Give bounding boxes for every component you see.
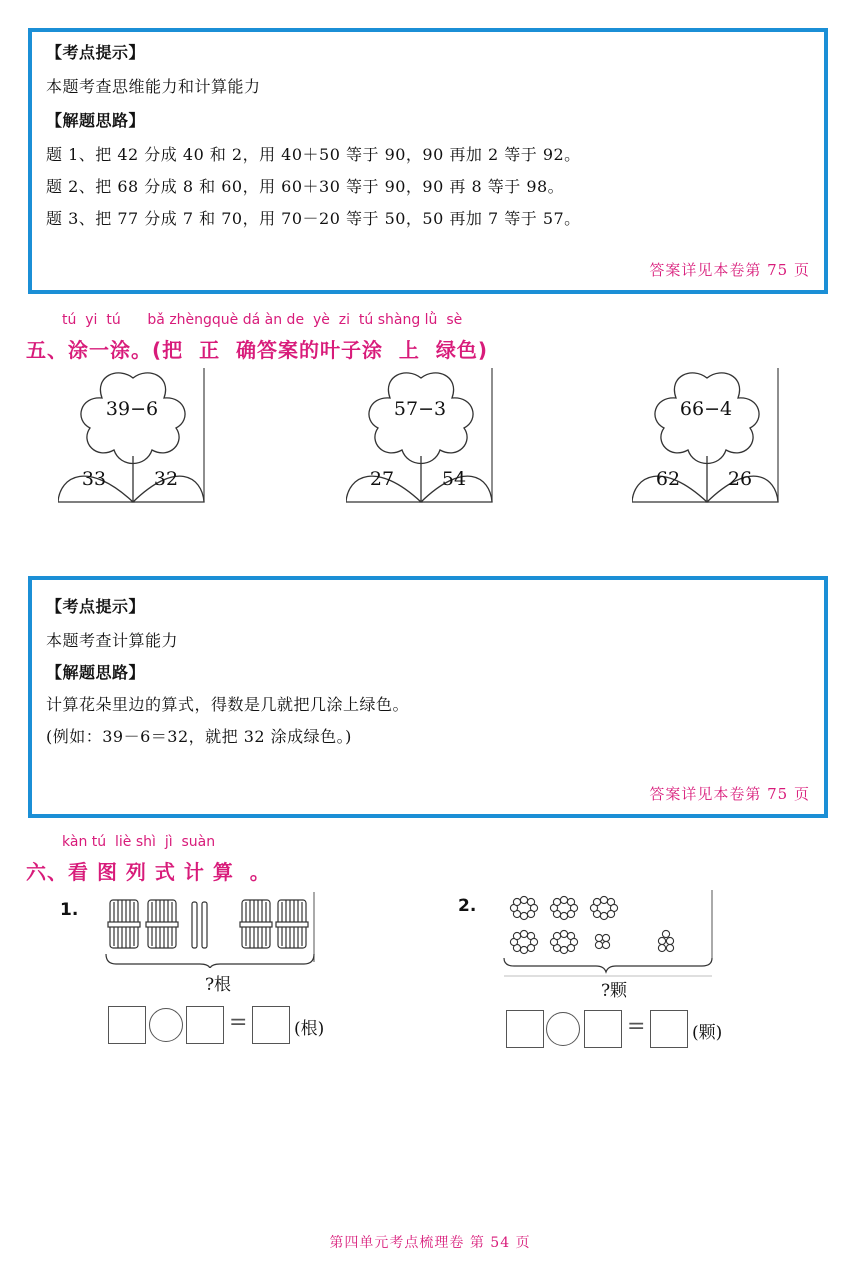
tip-text: 本题考查计算能力 [46,631,179,650]
q1-answer-box-1[interactable] [108,1006,146,1044]
flower-3-left-leaf[interactable]: 62 [655,468,681,490]
section5-title: 五、涂一涂。(把 正 确答案的叶子涂 上 绿色) [26,338,488,362]
idea-line-1: 计算花朵里边的算式，得数是几就把几涂上绿色。 [46,695,410,714]
q2-answer-box-3[interactable] [650,1010,688,1048]
answer-reference: 答案详见本卷第 75 页 [649,785,810,803]
idea-line-2: (例如：39－6＝32，就把 32 涂成绿色。) [46,727,352,746]
hint-box-2 [28,576,828,818]
q1-answer-box-3[interactable] [252,1006,290,1044]
section6-title: 六、看 图 列 式 计 算 。 [26,860,271,884]
idea-heading: 【解题思路】 [46,663,146,682]
q2-unit: (颗) [692,1023,723,1043]
question-2-total-label: ?颗 [600,981,628,1001]
flower-2-right-leaf[interactable]: 54 [441,468,467,490]
q1-answer-box-2[interactable] [186,1006,224,1044]
idea-line-3: 题 3、把 77 分成 7 和 70，用 70－20 等于 50，50 再加 7 等于 57。 [46,209,581,228]
flower-3 [632,368,782,504]
question-2-number: 2. [458,896,477,916]
section6-pinyin: kàn tú liè shì jì suàn [62,834,216,850]
flower-1-expression: 39−6 [105,398,159,420]
flower-1-left-leaf[interactable]: 33 [81,468,107,490]
flower-2-expression: 57−3 [393,398,447,420]
question-1-total-label: ?根 [204,975,232,995]
flower-2-left-leaf[interactable]: 27 [369,468,395,490]
q1-unit: (根) [294,1019,325,1039]
page-footer: 第四单元考点梳理卷 第 54 页 [329,1235,531,1251]
beads-illustration [500,888,720,978]
hint-box-1 [28,28,828,294]
section5-pinyin: tú yi tú bǎ zhèngquè dá àn de yè zi tú shàng lǜ sè [62,312,463,328]
tip-heading: 【考点提示】 [46,43,146,62]
idea-line-1: 题 1、把 42 分成 40 和 2，用 40＋50 等于 90，90 再加 2 等于 92。 [46,145,581,164]
idea-heading: 【解题思路】 [46,111,146,130]
tip-text: 本题考查思维能力和计算能力 [46,77,261,96]
answer-reference: 答案详见本卷第 75 页 [649,261,810,279]
idea-line-2: 题 2、把 68 分成 8 和 60，用 60＋30 等于 90，90 再 8 等于 98。 [46,177,565,196]
flower-3-expression: 66−4 [679,398,733,420]
q2-answer-box-2[interactable] [584,1010,622,1048]
q2-answer-box-1[interactable] [506,1010,544,1048]
question-1-number: 1. [60,900,79,920]
flower-3-right-leaf[interactable]: 26 [727,468,753,490]
q2-equals-sign: = [627,1014,646,1039]
flower-1-right-leaf[interactable]: 32 [153,468,179,490]
tip-heading: 【考点提示】 [46,597,146,616]
q1-operator-circle[interactable] [149,1008,183,1042]
q1-equals-sign: = [229,1010,248,1035]
sticks-illustration [104,888,320,968]
flower-1 [58,368,208,504]
flower-2 [346,368,496,504]
q2-operator-circle[interactable] [546,1012,580,1046]
